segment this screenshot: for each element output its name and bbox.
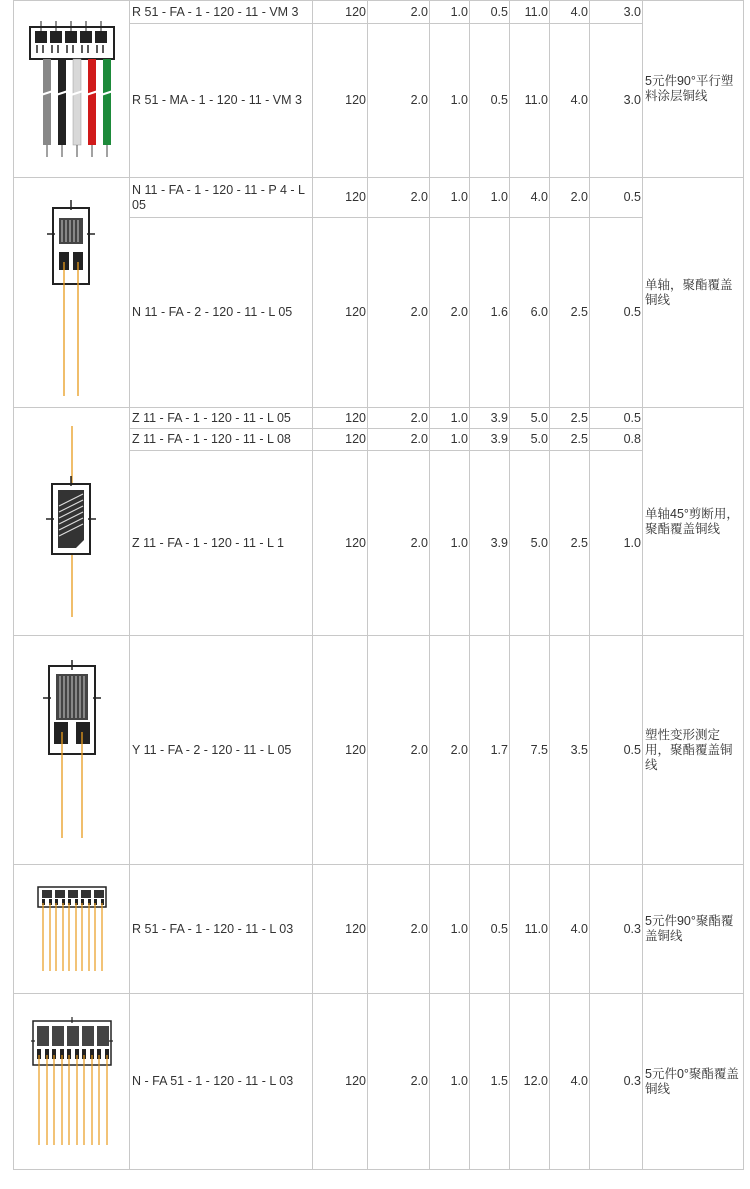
value-cell: 1.0 bbox=[470, 178, 510, 218]
gauge-factor-cell: 2.0 bbox=[368, 178, 430, 218]
value-cell: 3.0 bbox=[590, 24, 643, 178]
five-element-0-polyester-gauge-icon bbox=[31, 1017, 113, 1147]
gauge-factor-cell: 2.0 bbox=[368, 429, 430, 451]
gauge-image-cell bbox=[14, 865, 130, 994]
table-row bbox=[14, 178, 744, 218]
model-cell: N 11 - FA - 1 - 120 - 11 - P 4 - L 05 bbox=[130, 178, 313, 218]
model-cell: Z 11 - FA - 1 - 120 - 11 - L 05 bbox=[130, 408, 313, 429]
value-cell: 2.0 bbox=[550, 178, 590, 218]
resistance-cell: 120 bbox=[313, 408, 368, 429]
value-cell: 6.0 bbox=[510, 218, 550, 408]
model-cell: R 51 - MA - 1 - 120 - 11 - VM 3 bbox=[130, 24, 313, 178]
value-cell: 0.5 bbox=[590, 408, 643, 429]
resistance-cell: 120 bbox=[313, 1, 368, 24]
model-cell: Z 11 - FA - 1 - 120 - 11 - L 1 bbox=[130, 451, 313, 636]
value-cell: 5.0 bbox=[510, 408, 550, 429]
value-cell: 0.3 bbox=[590, 994, 643, 1170]
value-cell: 1.0 bbox=[430, 429, 470, 451]
table-row bbox=[14, 1, 744, 24]
model-cell: N 11 - FA - 2 - 120 - 11 - L 05 bbox=[130, 218, 313, 408]
description-cell: 5元件90°聚酯覆盖铜线 bbox=[643, 865, 744, 994]
gauge-image-cell bbox=[14, 178, 130, 408]
gauge-factor-cell: 2.0 bbox=[368, 636, 430, 865]
resistance-cell: 120 bbox=[313, 451, 368, 636]
gauge-factor-cell: 2.0 bbox=[368, 24, 430, 178]
value-cell: 4.0 bbox=[550, 24, 590, 178]
value-cell: 3.9 bbox=[470, 451, 510, 636]
value-cell: 11.0 bbox=[510, 24, 550, 178]
five-element-90-polyester-gauge-icon bbox=[36, 885, 108, 973]
gauge-factor-cell: 2.0 bbox=[368, 865, 430, 994]
value-cell: 1.0 bbox=[590, 451, 643, 636]
value-cell: 4.0 bbox=[550, 865, 590, 994]
plastic-deformation-gauge-icon bbox=[42, 660, 102, 840]
value-cell: 4.0 bbox=[550, 1, 590, 24]
value-cell: 0.5 bbox=[590, 636, 643, 865]
description-cell: 单轴45°剪断用，聚酯覆盖铜线 bbox=[643, 408, 744, 636]
value-cell: 1.0 bbox=[430, 865, 470, 994]
value-cell: 1.0 bbox=[430, 451, 470, 636]
value-cell: 0.5 bbox=[590, 178, 643, 218]
gauge-image-cell bbox=[14, 1, 130, 178]
value-cell: 0.8 bbox=[590, 429, 643, 451]
value-cell: 11.0 bbox=[510, 1, 550, 24]
resistance-cell: 120 bbox=[313, 636, 368, 865]
shear-45-gauge-icon bbox=[42, 424, 102, 619]
gauge-image-cell bbox=[14, 636, 130, 865]
gauge-factor-cell: 2.0 bbox=[368, 994, 430, 1170]
resistance-cell: 120 bbox=[313, 178, 368, 218]
value-cell: 0.3 bbox=[590, 865, 643, 994]
value-cell: 3.9 bbox=[470, 429, 510, 451]
gauge-factor-cell: 2.0 bbox=[368, 408, 430, 429]
resistance-cell: 120 bbox=[313, 218, 368, 408]
value-cell: 2.5 bbox=[550, 451, 590, 636]
model-cell: Z 11 - FA - 1 - 120 - 11 - L 08 bbox=[130, 429, 313, 451]
gauge-image-cell bbox=[14, 408, 130, 636]
value-cell: 1.0 bbox=[430, 994, 470, 1170]
value-cell: 0.5 bbox=[590, 218, 643, 408]
value-cell: 3.0 bbox=[590, 1, 643, 24]
value-cell: 0.5 bbox=[470, 1, 510, 24]
value-cell: 4.0 bbox=[550, 994, 590, 1170]
value-cell: 12.0 bbox=[510, 994, 550, 1170]
value-cell: 7.5 bbox=[510, 636, 550, 865]
value-cell: 0.5 bbox=[470, 865, 510, 994]
gauge-factor-cell: 2.0 bbox=[368, 218, 430, 408]
model-cell: N - FA 51 - 1 - 120 - 11 - L 03 bbox=[130, 994, 313, 1170]
model-cell: Y 11 - FA - 2 - 120 - 11 - L 05 bbox=[130, 636, 313, 865]
value-cell: 1.0 bbox=[430, 178, 470, 218]
value-cell: 1.0 bbox=[430, 408, 470, 429]
value-cell: 2.5 bbox=[550, 429, 590, 451]
value-cell: 1.0 bbox=[430, 24, 470, 178]
value-cell: 3.9 bbox=[470, 408, 510, 429]
description-cell: 5元件90°平行塑料涂层铜线 bbox=[643, 1, 744, 178]
value-cell: 5.0 bbox=[510, 451, 550, 636]
value-cell: 2.0 bbox=[430, 218, 470, 408]
strain-gauge-spec-table bbox=[13, 0, 744, 1170]
five-element-90-flat-plastic-cable-icon bbox=[27, 19, 117, 159]
value-cell: 3.5 bbox=[550, 636, 590, 865]
gauge-factor-cell: 2.0 bbox=[368, 451, 430, 636]
value-cell: 4.0 bbox=[510, 178, 550, 218]
table-row bbox=[14, 994, 744, 1170]
resistance-cell: 120 bbox=[313, 994, 368, 1170]
value-cell: 5.0 bbox=[510, 429, 550, 451]
description-cell: 塑性变形测定用，聚酯覆盖铜线 bbox=[643, 636, 744, 865]
value-cell: 1.7 bbox=[470, 636, 510, 865]
value-cell: 1.0 bbox=[430, 1, 470, 24]
value-cell: 2.5 bbox=[550, 218, 590, 408]
resistance-cell: 120 bbox=[313, 865, 368, 994]
description-cell: 5元件0°聚酯覆盖铜线 bbox=[643, 994, 744, 1170]
value-cell: 1.5 bbox=[470, 994, 510, 1170]
value-cell: 11.0 bbox=[510, 865, 550, 994]
gauge-image-cell bbox=[14, 994, 130, 1170]
model-cell: R 51 - FA - 1 - 120 - 11 - VM 3 bbox=[130, 1, 313, 24]
uniaxial-gauge-icon bbox=[42, 188, 102, 398]
resistance-cell: 120 bbox=[313, 429, 368, 451]
table-row bbox=[14, 636, 744, 865]
value-cell: 0.5 bbox=[470, 24, 510, 178]
value-cell: 2.0 bbox=[430, 636, 470, 865]
resistance-cell: 120 bbox=[313, 24, 368, 178]
value-cell: 1.6 bbox=[470, 218, 510, 408]
model-cell: R 51 - FA - 1 - 120 - 11 - L 03 bbox=[130, 865, 313, 994]
value-cell: 2.5 bbox=[550, 408, 590, 429]
gauge-factor-cell: 2.0 bbox=[368, 1, 430, 24]
table-row bbox=[14, 408, 744, 429]
description-cell: 单轴，聚酯覆盖铜线 bbox=[643, 178, 744, 408]
table-row bbox=[14, 865, 744, 994]
